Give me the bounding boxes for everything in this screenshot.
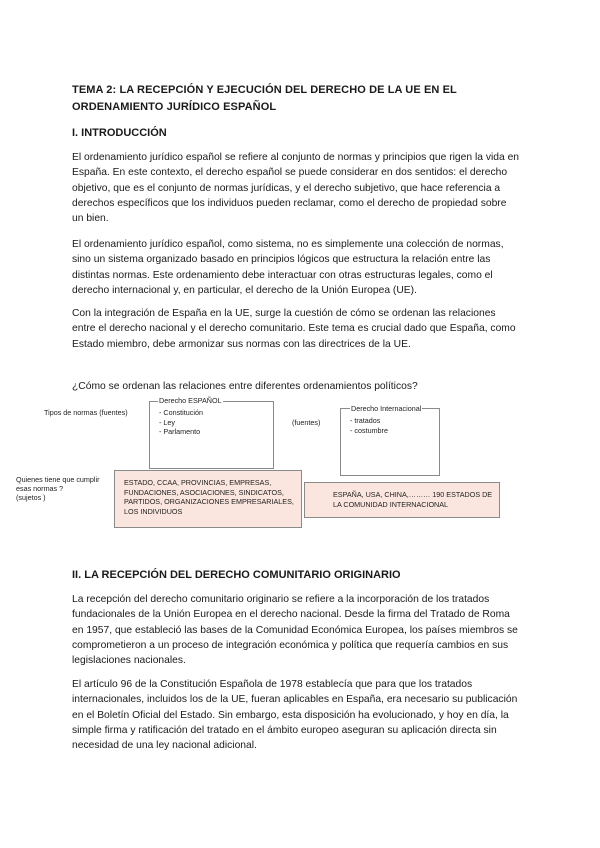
label-fuentes: (fuentes) — [292, 418, 321, 427]
box-derecho-internacional — [340, 404, 440, 476]
sujetos-internacional-line-2: LA COMUNIDAD INTERNACIONAL — [333, 499, 449, 509]
sujetos-espanol-line-1: ESTADO, CCAA, PROVINCIAS, EMPRESAS, — [124, 478, 272, 487]
paragraph-recepcion-2: El artículo 96 de la Constitución Española de 1978 establecía que para que los tratados internacionales, incluidos los de la UE, fueran aplicables en España, era necesario su publicación en el Boletín Oficial del Estado. Sin embargo, esta disposición ha evolucionado, y hoy en día, la simple firma y ratificación del tratado en el ámbito europeo aseguran su aplicación directa sin necesidad de una ley nacional adicional. — [72, 679, 518, 752]
list-item: - costumbre — [350, 425, 388, 435]
sujetos-espanol-text — [124, 478, 294, 516]
list-item: - Parlamento — [159, 427, 201, 436]
sujetos-internacional-line-1: ESPAÑA, USA, CHINA,……… 190 ESTADOS DE — [333, 490, 493, 499]
label-quienes-line-2: esas normas ? — [16, 484, 64, 493]
sujetos-espanol-line-3: PARTIDOS, ORGANIZACIONES EMPRESARIALES, — [124, 497, 294, 506]
box-derecho-espanol — [149, 396, 274, 469]
box-sujetos-espanol — [114, 470, 302, 528]
list-fuentes-espanol — [159, 408, 203, 437]
section-heading-introduccion: I. INTRODUCCIÓN — [72, 127, 167, 139]
list-item: - Constitución — [159, 408, 203, 417]
box-derecho-espanol-title: Derecho ESPAÑOL — [159, 396, 222, 405]
paragraph-recepcion-1: La recepción del derecho comunitario originario se refiere a la incorporación de los tratados fundacionales de la Unión Europea en el derecho nacional. Desde la firma del Tratado de Roma en 1957, que estableció las bases de la Comunidad Económica Europea, los países miembros se comprometieron a un proceso de integración económica y política que requería cambios en sus legislaciones nacionales. — [72, 594, 518, 667]
label-quienes — [16, 475, 100, 502]
label-quienes-line-3: (sujetos ) — [16, 493, 46, 502]
section-heading-recepcion: II. LA RECEPCIÓN DEL DERECHO COMUNITARIO ORIGINARIO — [72, 569, 401, 581]
paragraph-intro-3: Con la integración de España en la UE, surge la cuestión de cómo se ordenan las relaciones entre el derecho nacional y el derecho comunitario. Este tema es crucial dado que España, como Estado miembro, debe armonizar sus normas con las directrices de la UE. — [72, 308, 516, 350]
box-sujetos-internacional — [304, 482, 500, 518]
paragraph-intro-1: El ordenamiento jurídico español se refiere al conjunto de normas y principios que rigen la vida en España. En este contexto, el derecho español se puede considerar en dos sentidos: el derecho objetivo, que es el conjunto de normas jurídicas, y el derecho subjetivo, que hace referencia a derechos específicos que los individuos pueden reclamar, como el derecho de propiedad sobre un bien. — [72, 152, 520, 225]
label-quienes-line-1: Quienes tiene que cumplir — [16, 475, 100, 484]
question-text: ¿Cómo se ordenan las relaciones entre diferentes ordenamientos políticos? — [72, 381, 418, 392]
list-fuentes-internacional — [350, 416, 388, 435]
paragraph-intro-2: El ordenamiento jurídico español, como sistema, no es simplemente una colección de normas, sino un sistema organizado basado en principios lógicos que estructura la relación entre las distintas normas. Este ordenamiento debe interactuar con otras estructuras legales, como el derecho internacional y, en particular, el derecho de la Unión Europea (UE). — [72, 239, 504, 296]
list-item: - tratados — [350, 416, 381, 425]
label-tipos-normas: Tipos de normas (fuentes) — [44, 408, 128, 417]
title-line-1: TEMA 2: LA RECEPCIÓN Y EJECUCIÓN DEL DERECHO DE LA UE EN EL — [72, 84, 457, 96]
list-item: - Ley — [159, 417, 175, 427]
box-derecho-internacional-title: Derecho Internacional — [351, 404, 422, 413]
sujetos-internacional-text — [333, 490, 492, 509]
sujetos-espanol-line-4: LOS INDIVIDUOS — [124, 506, 183, 516]
sujetos-espanol-line-2: FUNDACIONES, ASOCIACIONES, SINDICATOS, — [124, 487, 284, 497]
title-line-2: ORDENAMIENTO JURÍDICO ESPAÑOL — [72, 101, 277, 113]
page-title — [72, 82, 512, 116]
